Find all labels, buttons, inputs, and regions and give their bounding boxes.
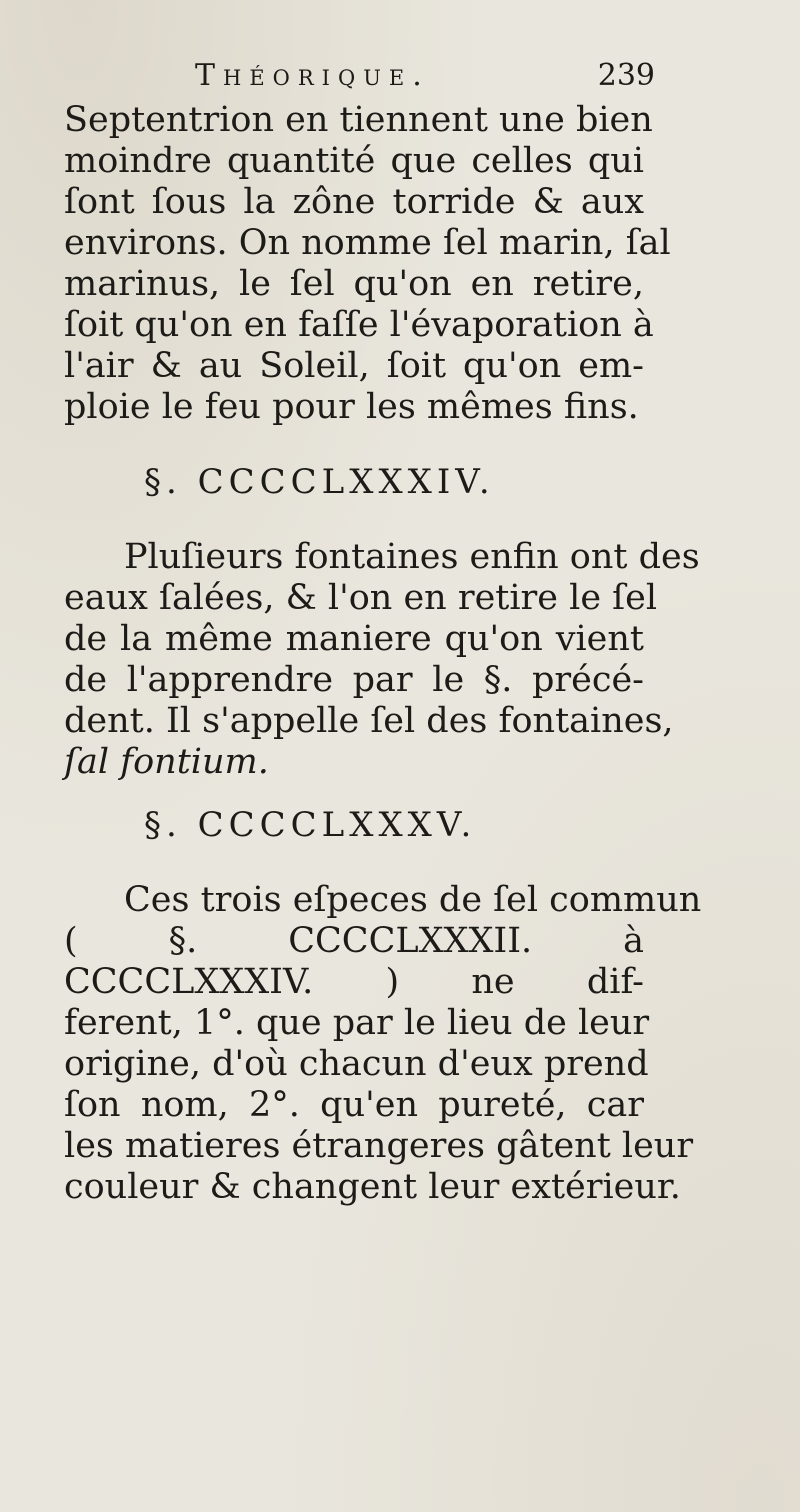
section-heading: §. CCCCLXXXV. (144, 805, 477, 845)
text-line: ſal fontium. (64, 742, 269, 782)
running-head (195, 58, 655, 98)
section-heading: §. CCCCLXXXIV. (144, 462, 495, 502)
page-number: 239 (597, 58, 655, 93)
text-line: moindre quantité que celles qui (64, 141, 644, 181)
text-line: ferent, 1°. que par le lieu de leur (64, 1003, 650, 1043)
text-line: environs. On nomme ſel marin, ſal (64, 223, 671, 263)
text-line: dent. Il s'appelle ſel des fontaines, (64, 701, 674, 741)
text-line: CCCCLXXXIV. ) ne dif- (64, 962, 644, 1002)
text-line: ploie le feu pour les mêmes fins. (64, 387, 639, 427)
paragraph-continued (64, 100, 671, 428)
text-line: de l'apprendre par le §. précé- (64, 660, 644, 700)
text-line: marinus, le ſel qu'on en retire, (64, 264, 644, 304)
body-text (64, 100, 702, 1208)
section-485 (64, 805, 702, 1208)
text-line: origine, d'où chacun d'eux prend (64, 1044, 649, 1084)
text-line: ſont ſous la zône torride & aux (64, 182, 644, 222)
text-line: ( §. CCCCLXXXII. à (64, 921, 644, 961)
section-484 (64, 462, 700, 783)
text-line: couleur & changent leur extérieur. (64, 1167, 681, 1207)
text-line: Ces trois eſpeces de ſel commun (124, 880, 702, 920)
text-line: de la même maniere qu'on vient (64, 619, 644, 659)
text-line: les matieres étrangeres gâtent leur (64, 1126, 694, 1166)
text-line: ſon nom, 2°. qu'en pureté, car (64, 1085, 644, 1125)
text-line: eaux ſalées, & l'on en retire le ſel (64, 578, 658, 618)
text-line: l'air & au Soleil, ſoit qu'on em- (64, 346, 644, 386)
text-line: ſoit qu'on en faſſe l'évaporation à (64, 305, 654, 345)
text-line: Septentrion en tiennent une bien (64, 100, 653, 140)
text-line: Pluſieurs fontaines enfin ont des (124, 537, 700, 577)
running-title: Théorique. (195, 58, 430, 93)
